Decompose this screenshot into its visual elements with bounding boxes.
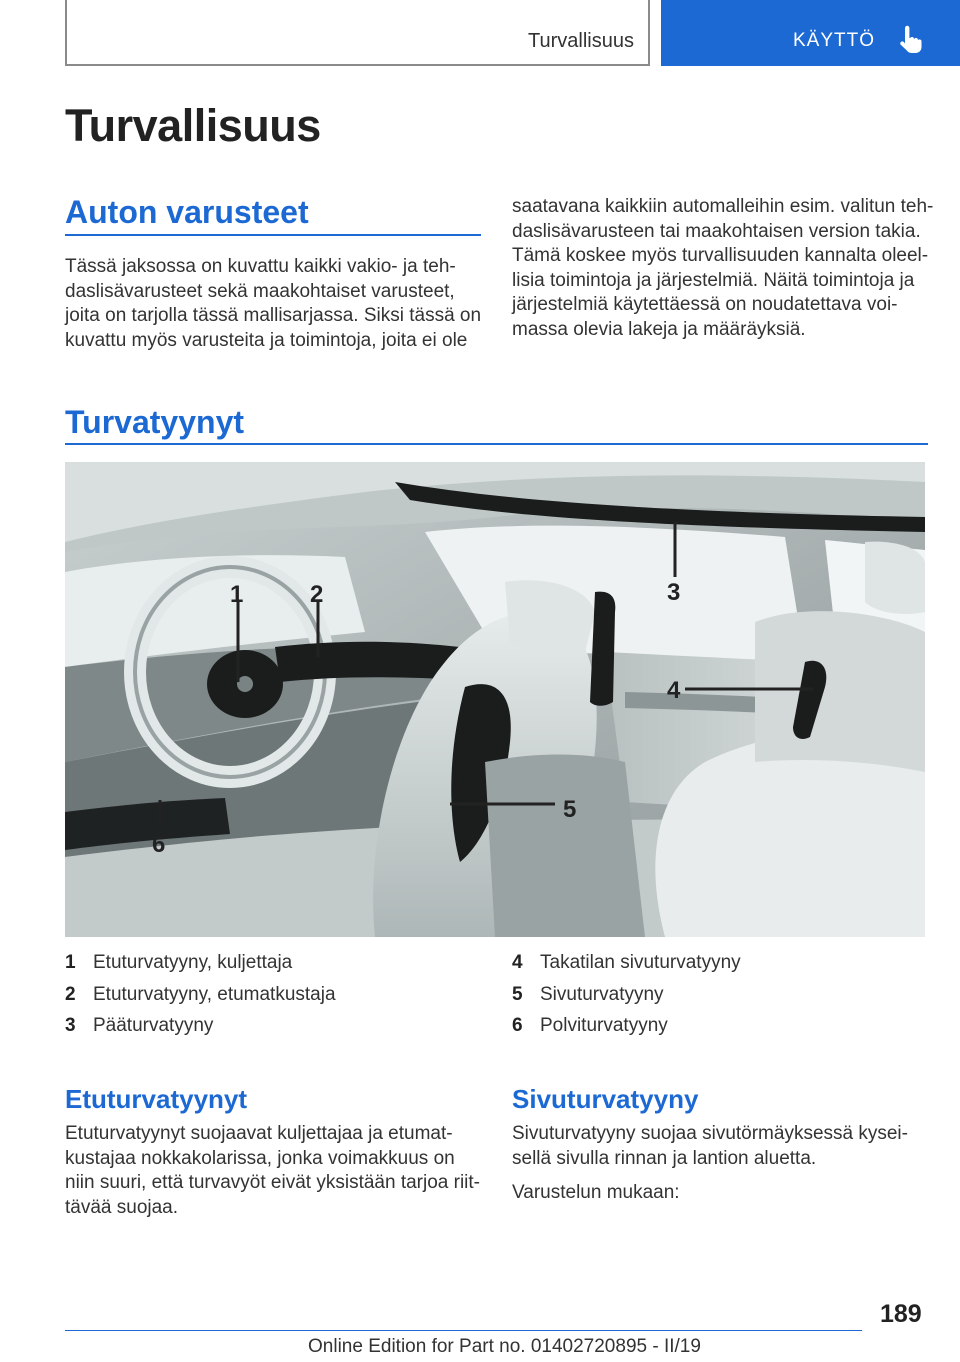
equipment-text-left	[65, 255, 481, 353]
legend-text: Etuturvatyyny, etumatkustaja	[93, 983, 336, 1005]
text-line: järjestelmiä käytettäessä on noudatettava voi-	[512, 294, 898, 315]
text-line: joita on tarjolla tässä mallisarjassa. Siksi tässä on	[65, 305, 482, 326]
legend-text: Sivuturvatyyny	[540, 983, 664, 1005]
legend-text: Etuturvatyyny, kuljettaja	[93, 952, 293, 973]
airbags-heading: Turvatyynyt	[65, 404, 245, 440]
legend-number: 1	[65, 952, 76, 973]
legend-number: 5	[512, 983, 523, 1005]
front-airbags-heading: Etuturvatyynyt	[65, 1084, 248, 1114]
pointing-hand-icon	[895, 25, 925, 55]
legend-text: Pääturvatyyny	[93, 1015, 214, 1036]
callout-number: 1	[230, 581, 244, 608]
text-line: Tämä koskee myös turvallisuuden kannalta oleel-	[512, 245, 929, 266]
text-line: Tässä jaksossa on kuvattu kaikki vakio- ja teh-	[65, 256, 456, 277]
callout-number: 4	[667, 677, 681, 704]
equipment-text-right	[512, 195, 933, 342]
text-line: massa olevia lakeja ja määräyksiä.	[512, 318, 806, 340]
side-airbag-text	[512, 1122, 908, 1171]
text-line: Etuturvatyynyt suojaavat kuljettajaa ja etumat-	[65, 1123, 453, 1144]
callout-number: 3	[667, 579, 681, 606]
callout-number: 5	[563, 796, 577, 823]
header-section-tab	[65, 0, 650, 66]
car-interior-illustration	[65, 462, 925, 937]
header-section-label: Turvallisuus	[528, 30, 634, 52]
legend-text: Takatilan sivuturvatyyny	[540, 952, 741, 973]
text-line: kustajaa nokkakolarissa, jonka voimakkuus on	[65, 1147, 455, 1169]
legend-number: 2	[65, 983, 76, 1005]
equipment-heading: Auton varusteet	[65, 194, 309, 230]
side-airbag-note: Varustelun mukaan:	[512, 1182, 680, 1203]
legend-text: Polviturvatyyny	[540, 1015, 668, 1036]
airbags-heading-rule	[65, 443, 928, 445]
legend-number: 6	[512, 1015, 523, 1036]
side-airbag-heading: Sivuturvatyyny	[512, 1084, 699, 1114]
airbag-locations-figure	[65, 462, 925, 937]
callout-number: 6	[152, 831, 166, 858]
page-number: 189	[880, 1300, 922, 1328]
page-title: Turvallisuus	[65, 100, 321, 151]
callout-number: 2	[310, 581, 324, 608]
footer-edition-text: Online Edition for Part no. 01402720895 - II/19	[308, 1336, 701, 1357]
header-chapter-label: KÄYTTÖ	[793, 30, 876, 51]
header-chapter-tab[interactable]	[661, 0, 960, 66]
text-line: niin suuri, että turvavyöt eivät yksistään tarjoa riit-	[65, 1172, 481, 1193]
legend-number: 3	[65, 1015, 76, 1036]
legend-number: 4	[512, 952, 523, 973]
text-line: kuvattu myös varusteita ja toimintoja, joita ei ole	[65, 329, 468, 351]
text-line: saatavana kaikkiin automalleihin esim. valitun teh-	[512, 196, 934, 217]
front-airbags-text	[65, 1122, 480, 1220]
text-line: lisia toimintoja ja järjestelmiä. Näitä toimintoja ja	[512, 269, 915, 291]
text-line: daslisävarusteet sekä maakohtaiset varusteet,	[65, 280, 455, 302]
text-line: Sivuturvatyyny suojaa sivutörmäyksessä kysei-	[512, 1123, 908, 1144]
text-line: daslisävarusteen tai maakohtaisen version takia.	[512, 220, 921, 242]
text-line: tävää suojaa.	[65, 1196, 179, 1218]
footer-rule	[65, 1330, 862, 1331]
equipment-heading-rule	[65, 234, 481, 236]
text-line: sellä sivulla rinnan ja lantion aluetta.	[512, 1147, 817, 1169]
